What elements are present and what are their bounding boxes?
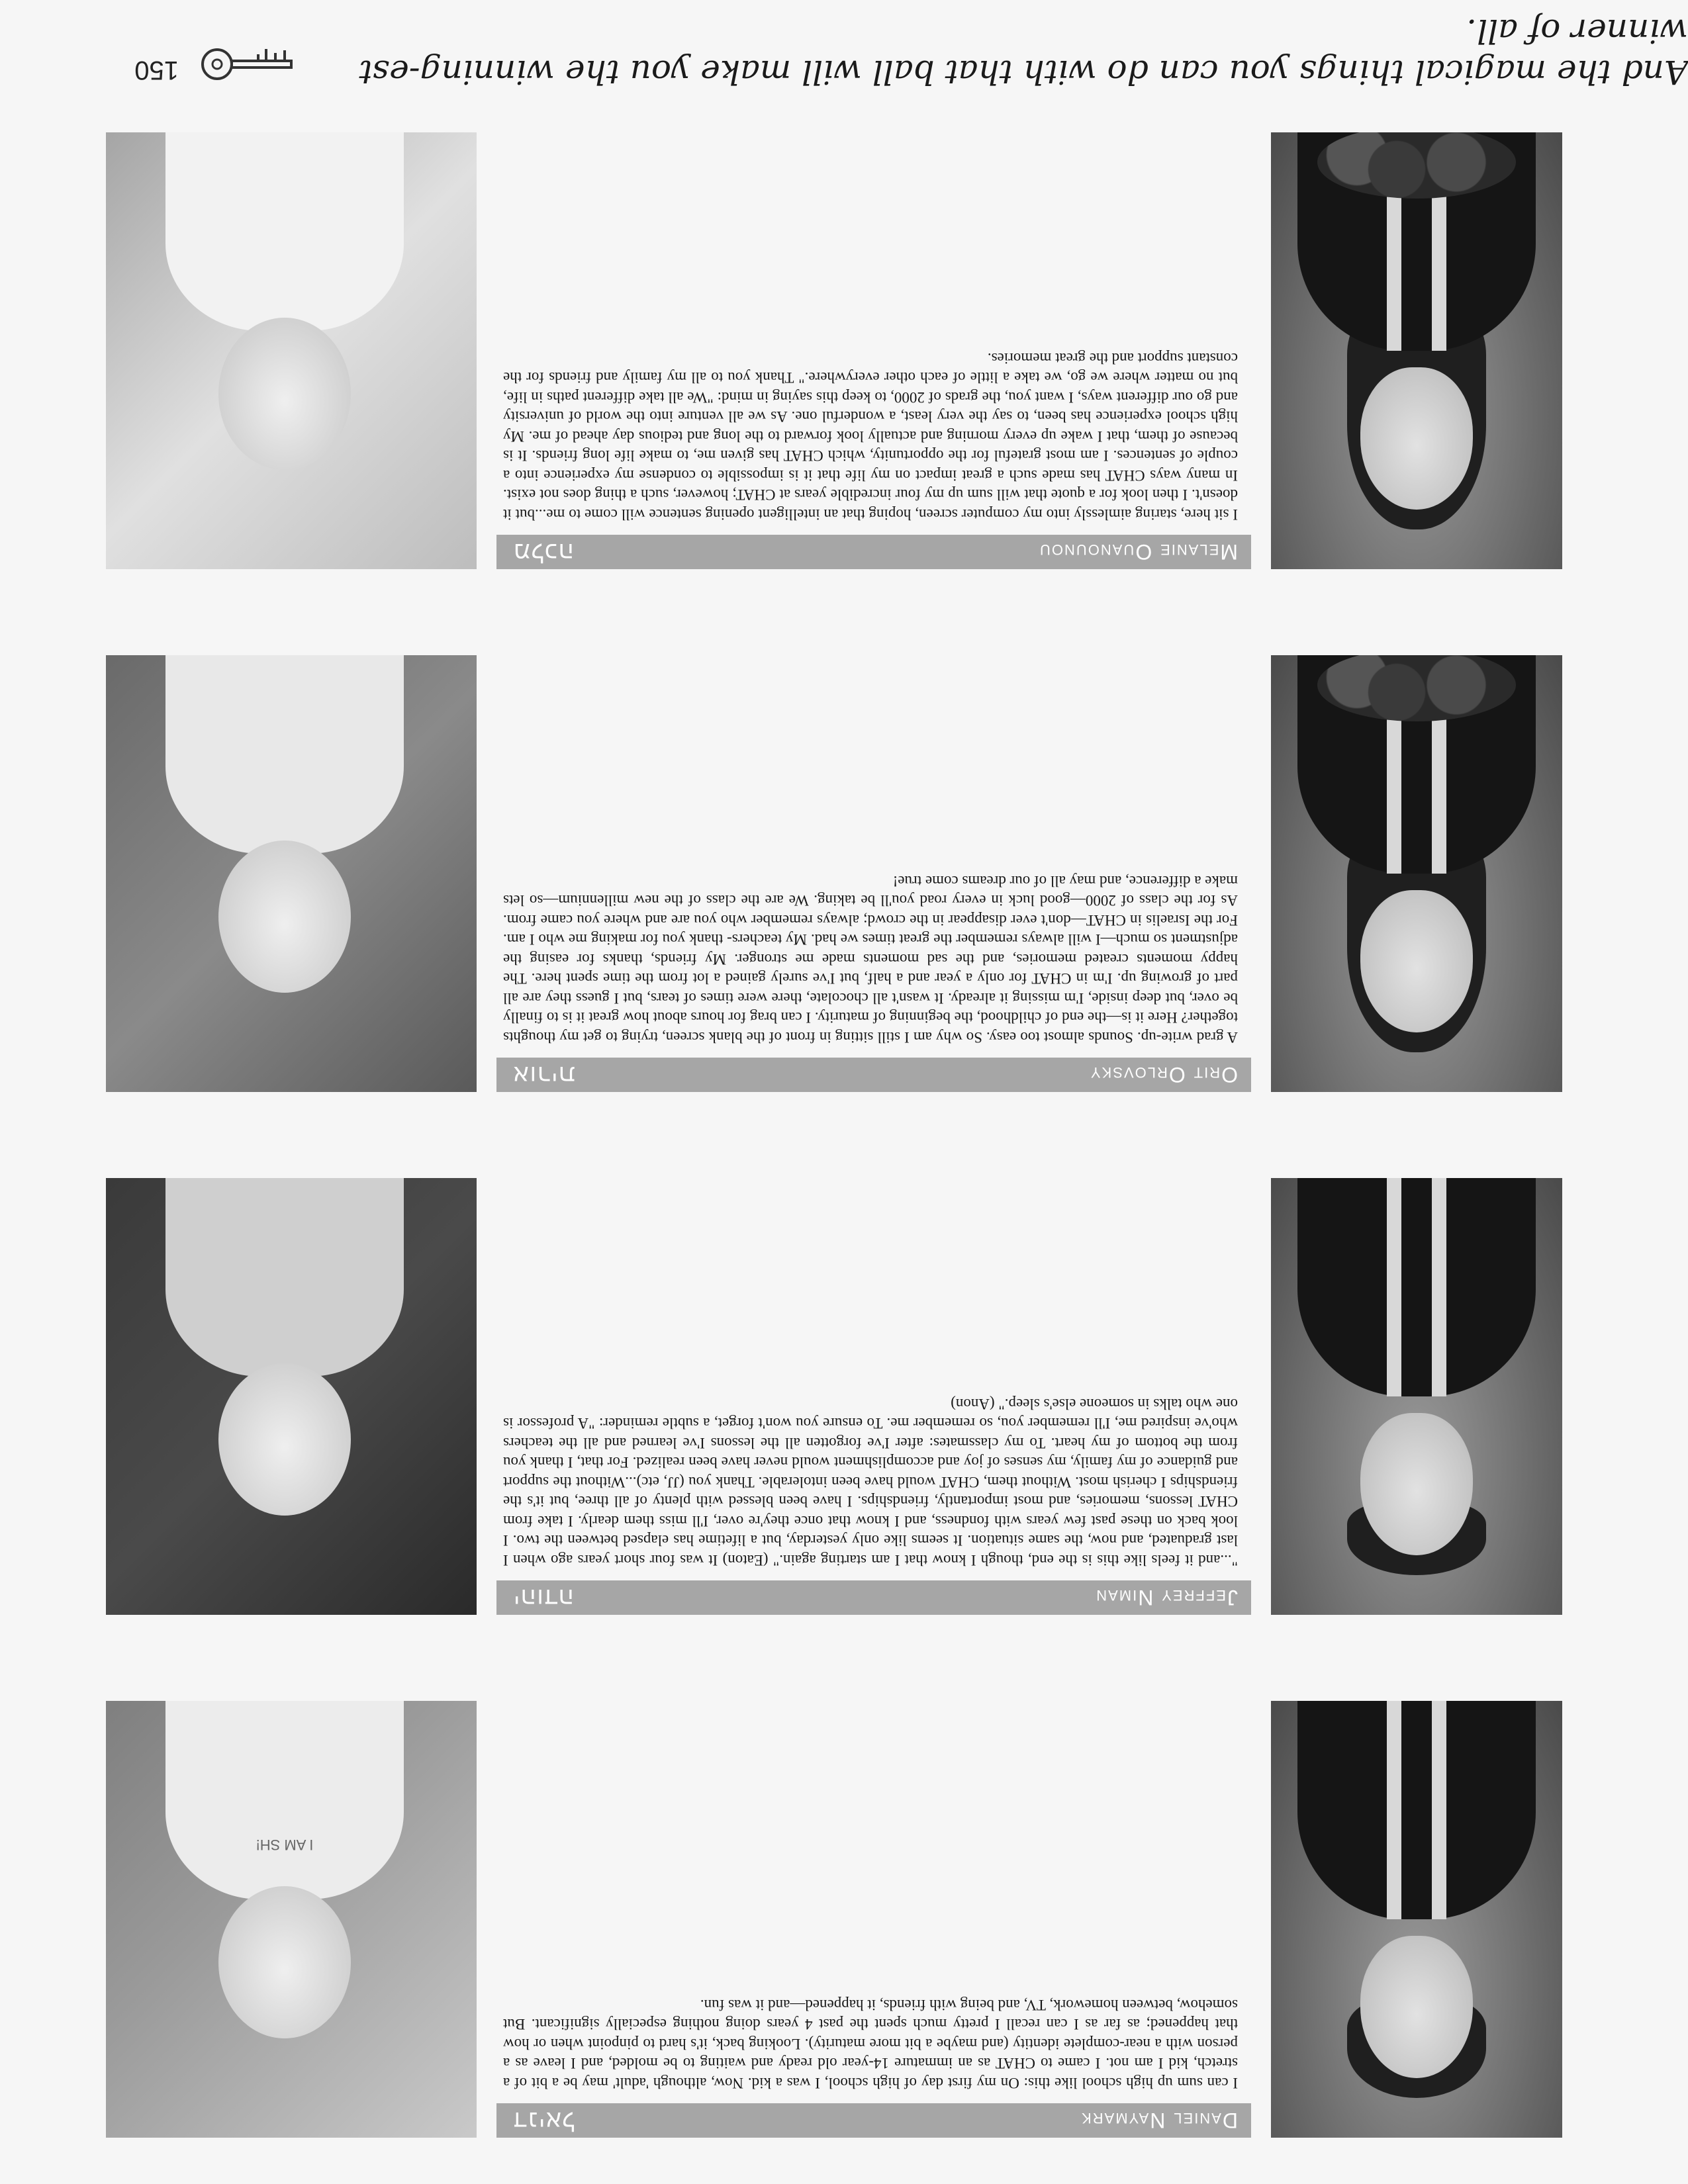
student-name: Daniel Naymark [1080, 2109, 1238, 2132]
footer-quote: And the magical things you can do with that ball will make you the winning-est winner of all. [359, 12, 1688, 91]
baby-photo [106, 1178, 477, 1615]
student-bio: A grad write-up. Sounds almost too easy. So why am I still sitting in front of the blank screen, trying to get my thoughts together? Here it is—the end of childhood, the beginning of maturity. I can brag for hours about how great it is to finally be over, but deep inside, I'm missing it already. It wasn't all chocolate, there were times of tears, but I guess they are all part of growing up. I'm in CHAT for only a year and a half, but I've surely gained a lot from the time spent here. The happy moments created memories, and the sad moments made me stronger. My friends, thanks for easing the adjustment so much—I will always remember the great times we had. My teachers- thank you for making me who I am. For the Israelis in CHAT—don't ever disappear in the crowd; always remember who you are and where you came from. As for the class of 2000—good luck in every road you'll be taking. We are the class of the new millennium—so lets make a difference, and may all of our dreams come true! [503, 873, 1238, 1046]
page-footer [0, 0, 1688, 93]
student-name-bar [496, 535, 1251, 569]
graduation-portrait [1271, 1178, 1562, 1615]
student-entry [0, 126, 1688, 569]
student-hebrew-name: אורית [512, 1062, 575, 1089]
student-name-bar [496, 2103, 1251, 2138]
student-hebrew-name: דניאל [512, 2107, 575, 2134]
student-hebrew-name: יהודה [512, 1584, 574, 1612]
graduation-portrait [1271, 655, 1562, 1092]
baby-shirt-text: I AM SH! [256, 1837, 314, 1853]
graduation-portrait [1271, 1701, 1562, 2138]
baby-photo [106, 655, 477, 1092]
student-name: Melanie Ouanounou [1038, 540, 1238, 564]
student-bio: "...and it feels like this is the end, though I know that I am starting again." (Eaton) It was four short years ago when I last graduated, and now, the same situation. It seems like only yesterday, but a lifetime has elapsed between the two. I look back on these past few years with fondness, and I know that once they're over, I'll miss them dearly. I take from CHAT lessons, memories, and most importantly, friendships. I have been blessed with plenty of all three, but it's the friendships I cherish most. Without them, CHAT would have been intolerable. Thank you (JJ, etc)...Without the support and guidance of my family, my senses of joy and accomplishment would never have been realized. For that, I thank you from the bottom of my heart. To my classmates: after I've forgotten all the lessons I've learned and all the teachers who've inspired me, I'll remember you, so remember me. To ensure you won't forget, a subtle reminder: "A professor is one who talks in someone else's sleep." (Anon) [503, 1396, 1238, 1569]
student-bio: I sit here, staring aimlessly into my computer screen, hoping that an intelligent opening sentence will come to me...but it doesn't. I then look for a quote that will sum up my four incredible years at CHAT; however, such a thing does not exist. In many ways CHAT has made such a great impact on my life that it is impossible to condense my experience into a couple of sentences. I am most grateful for the opportunity, which CHAT has given me, to make life long friends. It is because of them, that I wake up every morning and actually look forward to the long and tedious day ahead of me. My high school experience has been, to say the very least, a wonderful one. As we all venture into the world of university and go our different ways, I want you, the grads of 2000, to keep this saying in mind: "We all take different paths in life, but no matter where we go, we take a little of each other everywhere." Thank you to all my family and friends for the constant support and the great memories. [503, 350, 1238, 523]
student-hebrew-name: מלכה [512, 539, 574, 566]
student-name-bar [496, 1580, 1251, 1615]
student-entry [0, 1171, 1688, 1615]
student-name: Jeffrey Niman [1095, 1586, 1238, 1610]
baby-photo [106, 1701, 477, 2138]
student-name-bar [496, 1058, 1251, 1092]
baby-photo [106, 132, 477, 569]
student-entry [0, 649, 1688, 1092]
graduation-portrait [1271, 132, 1562, 569]
student-entry [0, 1694, 1688, 2138]
key-icon [199, 41, 298, 87]
page-number: 150 [134, 56, 179, 85]
student-bio: I can sum up high school like this: On my first day of high school, I was a kid. Now, although 'adult' may be a bit of a stretch, kid I am not. I came to CHAT as an immature 14-year old ready and waiting to be molded, and I leave as a person with a near-complete identity (and maybe a bit more maturity). Looking back, it's hard to pinpoint when or how that happened; as far as I can recall I pretty much spent the past 4 years doing nothing especially significant. But somehow, between homework, TV, and being with friends, it happened—and it was fun. [503, 1997, 1238, 2091]
student-name: Orit Orlovsky [1089, 1063, 1238, 1087]
